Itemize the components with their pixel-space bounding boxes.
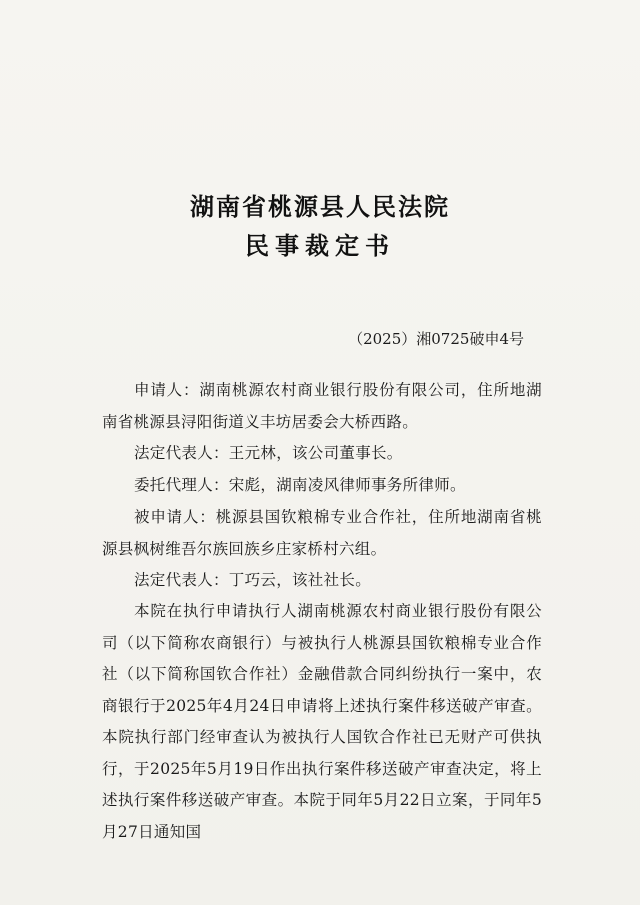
respondent-paragraph: 被申请人：桃源县国钦粮棉专业合作社，住所地湖南省桃源县枫树维吾尔族回族乡庄家桥村六组。 <box>102 508 542 558</box>
case-number: （2025）湘0725破申4号 <box>348 330 524 348</box>
case-facts-paragraph: 本院在执行申请执行人湖南桃源农村商业银行股份有限公司（以下简称农商银行）与被执行人桃源县国钦粮棉专业合作社（以下简称国钦合作社）金融借款合同纠纷执行一案中，农商银行于2025年4月24日申请将上述执行案件移送破产审查。本院执行部门经审查认为被执行人国钦合作社已无财产可供执行，于2025年5月19日作出执行案件移送破产审查决定，将上述执行案件移送破产审查。本院于同年5月22日立案，于同年5月27日通知国 <box>102 602 542 841</box>
court-name-title: 湖南省桃源县人民法院 <box>190 193 450 221</box>
document-type-title: 民事裁定书 <box>245 232 395 260</box>
respondent-legal-rep-paragraph: 法定代表人：丁巧云，该社社长。 <box>134 571 372 589</box>
applicant-paragraph: 申请人：湖南桃源农村商业银行股份有限公司，住所地湖南省桃源县浔阳街道义丰坊居委会大桥西路。 <box>102 381 542 431</box>
applicant-agent-paragraph: 委托代理人：宋彪，湖南凌风律师事务所律师。 <box>134 476 466 494</box>
applicant-legal-rep-paragraph: 法定代表人：王元林，该公司董事长。 <box>134 444 403 462</box>
